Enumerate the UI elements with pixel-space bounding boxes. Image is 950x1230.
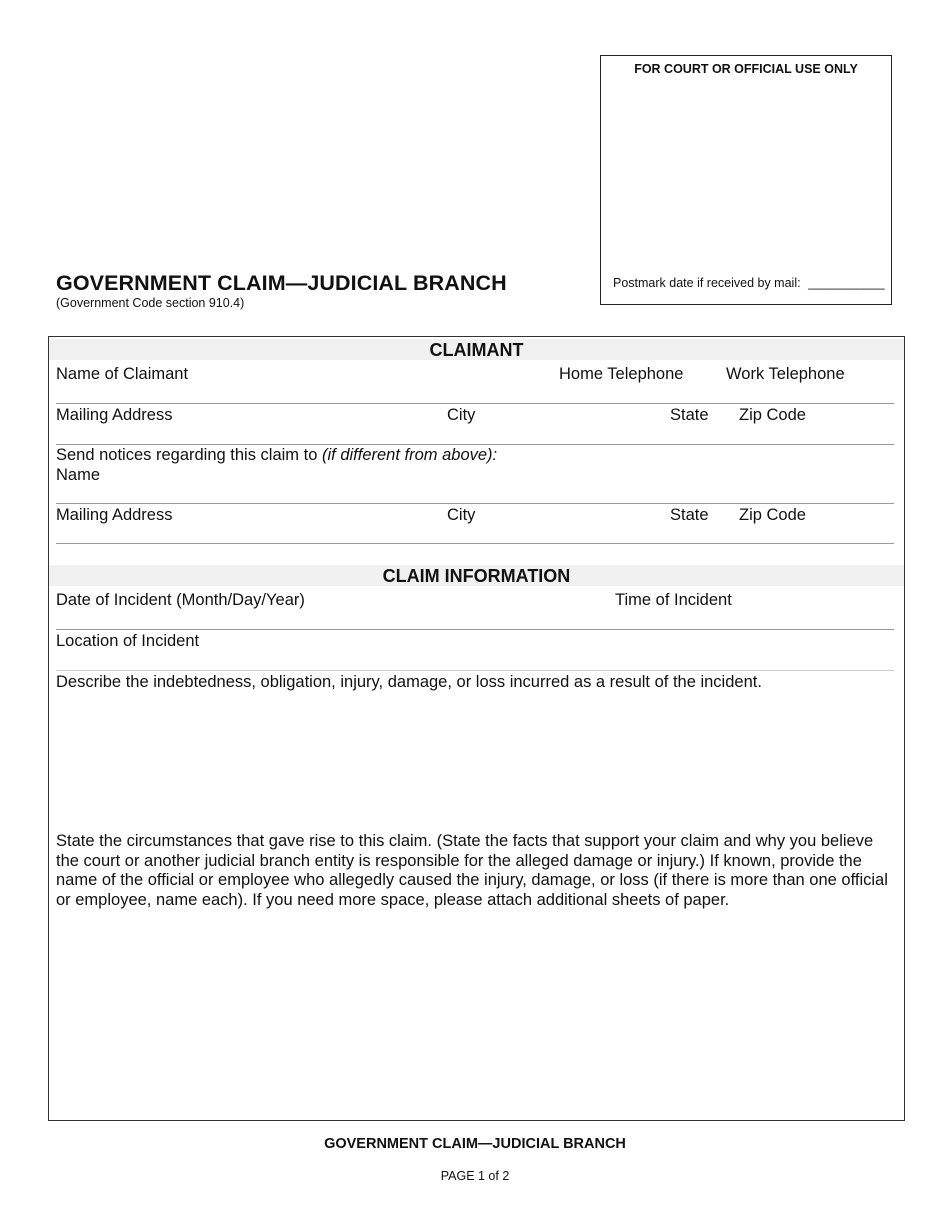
alt-zip-code-field[interactable]: Zip Code xyxy=(739,506,806,524)
notices-label-italic: (if different from above): xyxy=(321,446,498,464)
city-field[interactable]: City xyxy=(447,406,476,424)
postmark-label: Postmark date if received by mail: xyxy=(613,276,801,290)
divider xyxy=(56,670,894,671)
official-use-box xyxy=(600,55,892,305)
postmark-date-line xyxy=(613,276,885,290)
date-of-incident-field[interactable]: Date of Incident (Month/Day/Year) xyxy=(56,591,305,609)
alt-state-field[interactable]: State xyxy=(670,506,709,524)
claimant-name-field[interactable]: Name of Claimant xyxy=(56,365,189,383)
describe-loss-field[interactable]: Describe the indebtedness, obligation, injury, damage, or loss incurred as a result of the incident. xyxy=(56,673,762,691)
divider xyxy=(56,403,894,404)
state-field[interactable]: State xyxy=(670,406,709,424)
footer-title: GOVERNMENT CLAIM—JUDICIAL BRANCH xyxy=(324,1136,626,1152)
page-title: GOVERNMENT CLAIM—JUDICIAL BRANCH xyxy=(56,271,507,295)
zip-code-field[interactable]: Zip Code xyxy=(739,406,806,424)
notices-name-field[interactable]: Name xyxy=(56,466,101,484)
divider xyxy=(56,503,894,504)
mailing-address-field[interactable]: Mailing Address xyxy=(56,406,173,424)
divider xyxy=(56,444,894,445)
page-number: PAGE 1 of 2 xyxy=(440,1169,510,1183)
postmark-blank[interactable]: ___________ xyxy=(808,276,885,290)
work-telephone-field[interactable]: Work Telephone xyxy=(726,365,845,383)
notices-recipient-label xyxy=(56,446,497,465)
alt-mailing-address-field[interactable]: Mailing Address xyxy=(56,506,173,524)
alt-city-field[interactable]: City xyxy=(447,506,476,524)
page-subtitle: (Government Code section 910.4) xyxy=(56,296,245,310)
divider xyxy=(56,543,894,544)
claim-info-section-heading: CLAIM INFORMATION xyxy=(49,565,904,586)
claimant-section-heading: CLAIMANT xyxy=(49,339,904,360)
circumstances-field[interactable]: State the circumstances that gave rise to this claim. (State the facts that support your claim and why you believe the court or another judicial branch entity is responsible for the alleged damage or injury.) If known, provide the name of the official or employee who allegedly caused the injury, damage, or loss (if there is more than one official or employee, name each). If you need more space, please attach additional sheets of paper. xyxy=(56,832,888,909)
location-of-incident-field[interactable]: Location of Incident xyxy=(56,632,200,650)
notices-label-text: Send notices regarding this claim to xyxy=(56,446,322,464)
official-use-title: FOR COURT OR OFFICIAL USE ONLY xyxy=(634,62,858,76)
divider xyxy=(56,629,894,630)
time-of-incident-field[interactable]: Time of Incident xyxy=(615,591,732,609)
home-telephone-field[interactable]: Home Telephone xyxy=(559,365,684,383)
